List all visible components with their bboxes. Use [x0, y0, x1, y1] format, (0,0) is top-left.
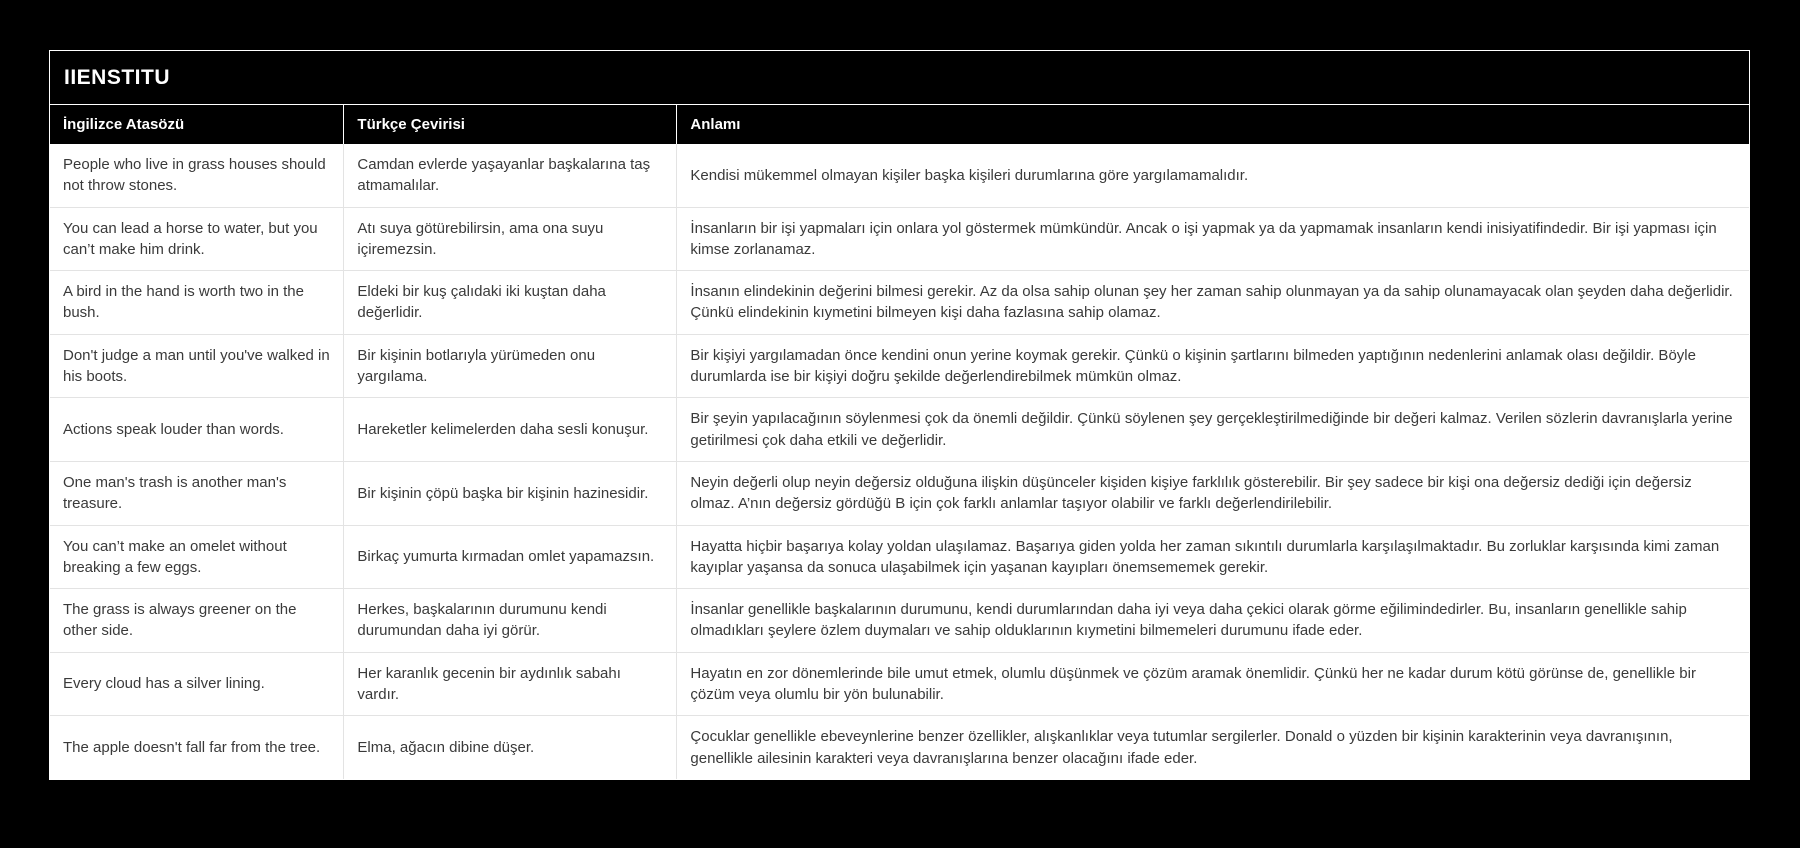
- table-row: [50, 589, 1749, 653]
- table-row: [50, 398, 1749, 462]
- column-header-meaning: Anlamı: [677, 105, 1749, 144]
- cell-english: Don't judge a man until you've walked in his boots.: [50, 334, 344, 398]
- cell-meaning: Bir şeyin yapılacağının söylenmesi çok da önemli değildir. Çünkü söylenen şey gerçekleştirilmediğinde bir değeri kalmaz. Verilen sözlerin davranışlarla yerine getirilmesi çok daha etkili ve değerlidir.: [677, 398, 1749, 462]
- cell-turkish: Hareketler kelimelerden daha sesli konuşur.: [344, 398, 677, 462]
- cell-meaning: Çocuklar genellikle ebeveynlerine benzer özellikler, alışkanlıklar veya tutumlar sergilerler. Donald o yüzden bir kişinin karakterinin veya davranışının, genellikle ailesinin karakteri veya davranışlarına benzer olacağını ifade eder.: [677, 716, 1749, 779]
- cell-meaning: Hayatta hiçbir başarıya kolay yoldan ulaşılamaz. Başarıya giden yolda her zaman sıkıntılı durumlarla karşılaşılmaktadır. Bu zorluklar karşısında kimi zaman kayıplar yaşansa da sonuca ulaşabilmek için yaşanan kayıpları önemsememek gerekir.: [677, 525, 1749, 589]
- cell-english: A bird in the hand is worth two in the bush.: [50, 271, 344, 335]
- cell-meaning: İnsanların bir işi yapmaları için onlara yol göstermek mümkündür. Ancak o işi yapmak ya da yapmamak insanların kendi inisiyatifindedir. Bir işi yapması için kimse zorlanamaz.: [677, 207, 1749, 271]
- proverbs-panel: [49, 50, 1750, 780]
- cell-turkish: Her karanlık gecenin bir aydınlık sabahı vardır.: [344, 652, 677, 716]
- cell-english: Actions speak louder than words.: [50, 398, 344, 462]
- cell-turkish: Elma, ağacın dibine düşer.: [344, 716, 677, 779]
- cell-english: You can lead a horse to water, but you can’t make him drink.: [50, 207, 344, 271]
- cell-meaning: Kendisi mükemmel olmayan kişiler başka kişileri durumlarına göre yargılamamalıdır.: [677, 144, 1749, 207]
- table-row: [50, 652, 1749, 716]
- cell-turkish: Bir kişinin çöpü başka bir kişinin hazinesidir.: [344, 461, 677, 525]
- table-row: [50, 461, 1749, 525]
- cell-turkish: Herkes, başkalarının durumunu kendi durumundan daha iyi görür.: [344, 589, 677, 653]
- cell-meaning: Hayatın en zor dönemlerinde bile umut etmek, olumlu düşünmek ve çözüm aramak önemlidir. Çünkü her ne kadar durum kötü görünse de, genellikle bir çözüm veya olumlu bir yön bulunabilir.: [677, 652, 1749, 716]
- cell-meaning: İnsanın elindekinin değerini bilmesi gerekir. Az da olsa sahip olunan şey her zaman sahip olunmayan ya da sahip olunamayacak olan şeyden daha değerlidir. Çünkü elindekinin kıymetini bilmeyen kişi daha fazlasına sahip olamaz.: [677, 271, 1749, 335]
- column-header-english-proverb: İngilizce Atasözü: [50, 105, 344, 144]
- table-row: [50, 334, 1749, 398]
- cell-turkish: Atı suya götürebilirsin, ama ona suyu içiremezsin.: [344, 207, 677, 271]
- table-row: [50, 716, 1749, 779]
- table-header-row: [50, 105, 1749, 144]
- cell-turkish: Eldeki bir kuş çalıdaki iki kuştan daha değerlidir.: [344, 271, 677, 335]
- cell-meaning: Bir kişiyi yargılamadan önce kendini onun yerine koymak gerekir. Çünkü o kişinin şartlarını bilmeden yaptığının nedenlerini anlamak olası değildir. Böyle durumlarda ise bir kişiyi doğru şekilde değerlendirebilmek mümkün olmaz.: [677, 334, 1749, 398]
- table-body: [50, 144, 1749, 779]
- cell-turkish: Birkaç yumurta kırmadan omlet yapamazsın.: [344, 525, 677, 589]
- proverbs-table: [50, 105, 1749, 779]
- cell-english: People who live in grass houses should not throw stones.: [50, 144, 344, 207]
- cell-english: One man's trash is another man's treasure.: [50, 461, 344, 525]
- cell-meaning: Neyin değerli olup neyin değersiz olduğuna ilişkin düşünceler kişiden kişiye farklılık gösterebilir. Bir şey sadece bir kişi ona değersiz dediği için değersiz olmaz. A’nın değersiz gördüğü B için çok farklı anlamlar taşıyor olabilir ve farklı değerlendirilebilir.: [677, 461, 1749, 525]
- cell-english: The grass is always greener on the other side.: [50, 589, 344, 653]
- cell-english: You can’t make an omelet without breaking a few eggs.: [50, 525, 344, 589]
- cell-english: The apple doesn't fall far from the tree.: [50, 716, 344, 779]
- table-row: [50, 207, 1749, 271]
- table-row: [50, 144, 1749, 207]
- table-row: [50, 525, 1749, 589]
- cell-turkish: Bir kişinin botlarıyla yürümeden onu yargılama.: [344, 334, 677, 398]
- page-title: IIENSTITU: [50, 51, 1749, 105]
- cell-meaning: İnsanlar genellikle başkalarının durumunu, kendi durumlarından daha iyi veya daha çekici olarak görme eğilimindedirler. Bu, insanların genellikle sahip olmadıkları şeylere özlem duymaları ve sahip olduklarının kıymetini bilmemeleri durumunu ifade eder.: [677, 589, 1749, 653]
- column-header-turkish-translation: Türkçe Çevirisi: [344, 105, 677, 144]
- cell-turkish: Camdan evlerde yaşayanlar başkalarına taş atmamalılar.: [344, 144, 677, 207]
- cell-english: Every cloud has a silver lining.: [50, 652, 344, 716]
- table-row: [50, 271, 1749, 335]
